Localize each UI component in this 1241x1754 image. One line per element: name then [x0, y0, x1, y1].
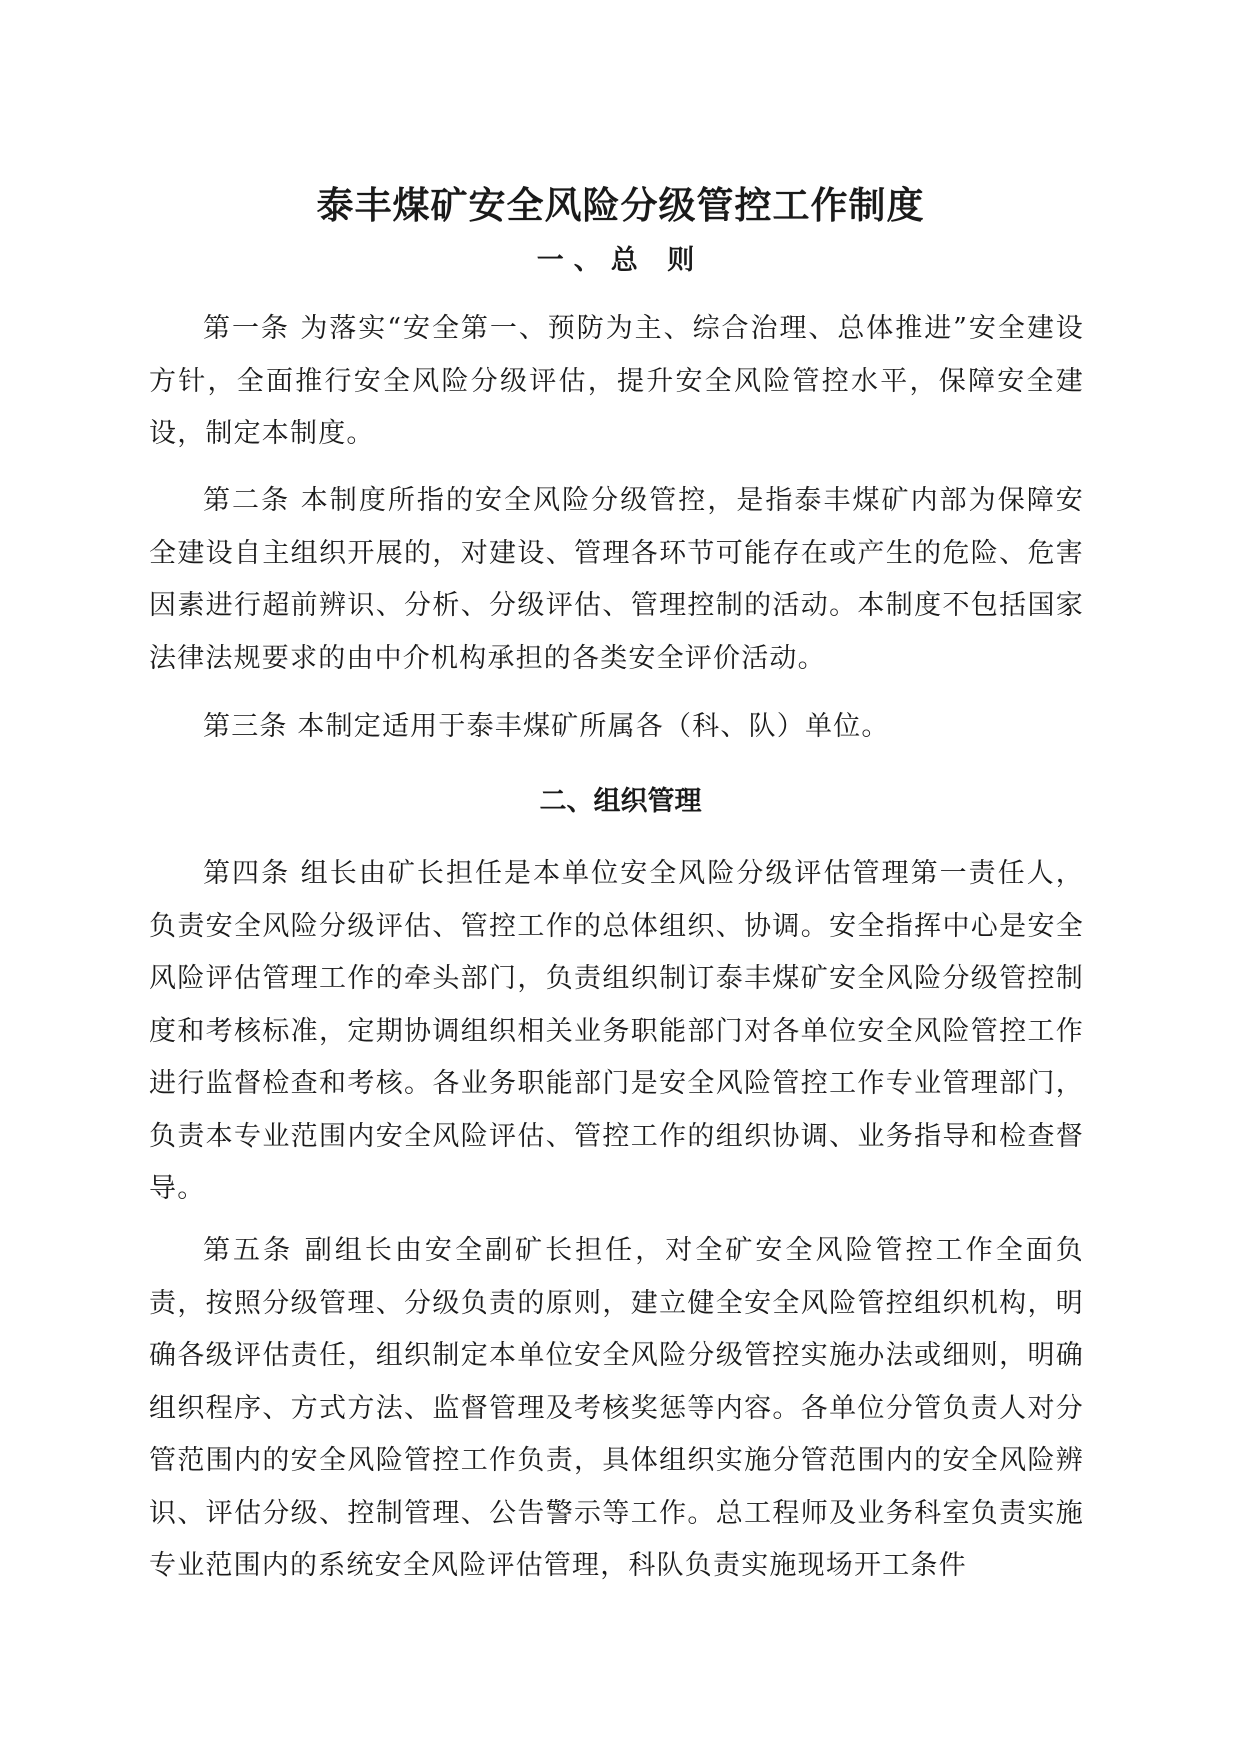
section-heading-organization [0, 782, 1241, 822]
section-heading-general [0, 241, 1241, 281]
section-heading-text: 一、总 则 [536, 245, 705, 276]
article-5: 第五条 副组长由安全副矿长担任，对全矿安全风险管控工作全面负责，按照分级管理、分级负责的原则，建立健全安全风险管控组织机构，明确各级评估责任，组织制定本单位安全风险分级管控实施办法或细则，明确组织程序、方式方法、监督管理及考核奖惩等内容。各单位分管负责人对分管范围内的安全风险管控工作负责，具体组织实施分管范围内的安全风险辨识、评估分级、控制管理、公告警示等工作。总工程师及业务科室负责实施专业范围内的系统安全风险评估管理，科队负责实施现场开工条件 [149, 1235, 1084, 1581]
article-1: 第一条 为落实“安全第一、预防为主、综合治理、总体推进”安全建设方针，全面推行安全风险分级评估，提升安全风险管控水平，保障安全建设，制定本制度。 [149, 313, 1084, 449]
section-heading-text: 二、组织管理 [539, 786, 702, 817]
document-title: 泰丰煤矿安全风险分级管控工作制度 [316, 182, 925, 227]
article-3: 第三条 本制定适用于泰丰煤矿所属各（科、队）单位。 [203, 711, 890, 742]
article-4: 第四条 组长由矿长担任是本单位安全风险分级评估管理第一责任人，负责安全风险分级评估、管控工作的总体组织、协调。安全指挥中心是安全风险评估管理工作的牵头部门，负责组织制订泰丰煤矿安全风险分级管控制度和考核标准，定期协调组织相关业务职能部门对各单位安全风险管控工作进行监督检查和考核。各业务职能部门是安全风险管控工作专业管理部门，负责本专业范围内安全风险评估、管控工作的组织协调、业务指导和检查督导。 [149, 858, 1084, 1204]
article-2: 第二条 本制度所指的安全风险分级管控，是指泰丰煤矿内部为保障安全建设自主组织开展的，对建设、管理各环节可能存在或产生的危险、危害因素进行超前辨识、分析、分级评估、管理控制的活动。本制度不包括国家法律法规要求的由中介机构承担的各类安全评价活动。 [149, 485, 1084, 674]
